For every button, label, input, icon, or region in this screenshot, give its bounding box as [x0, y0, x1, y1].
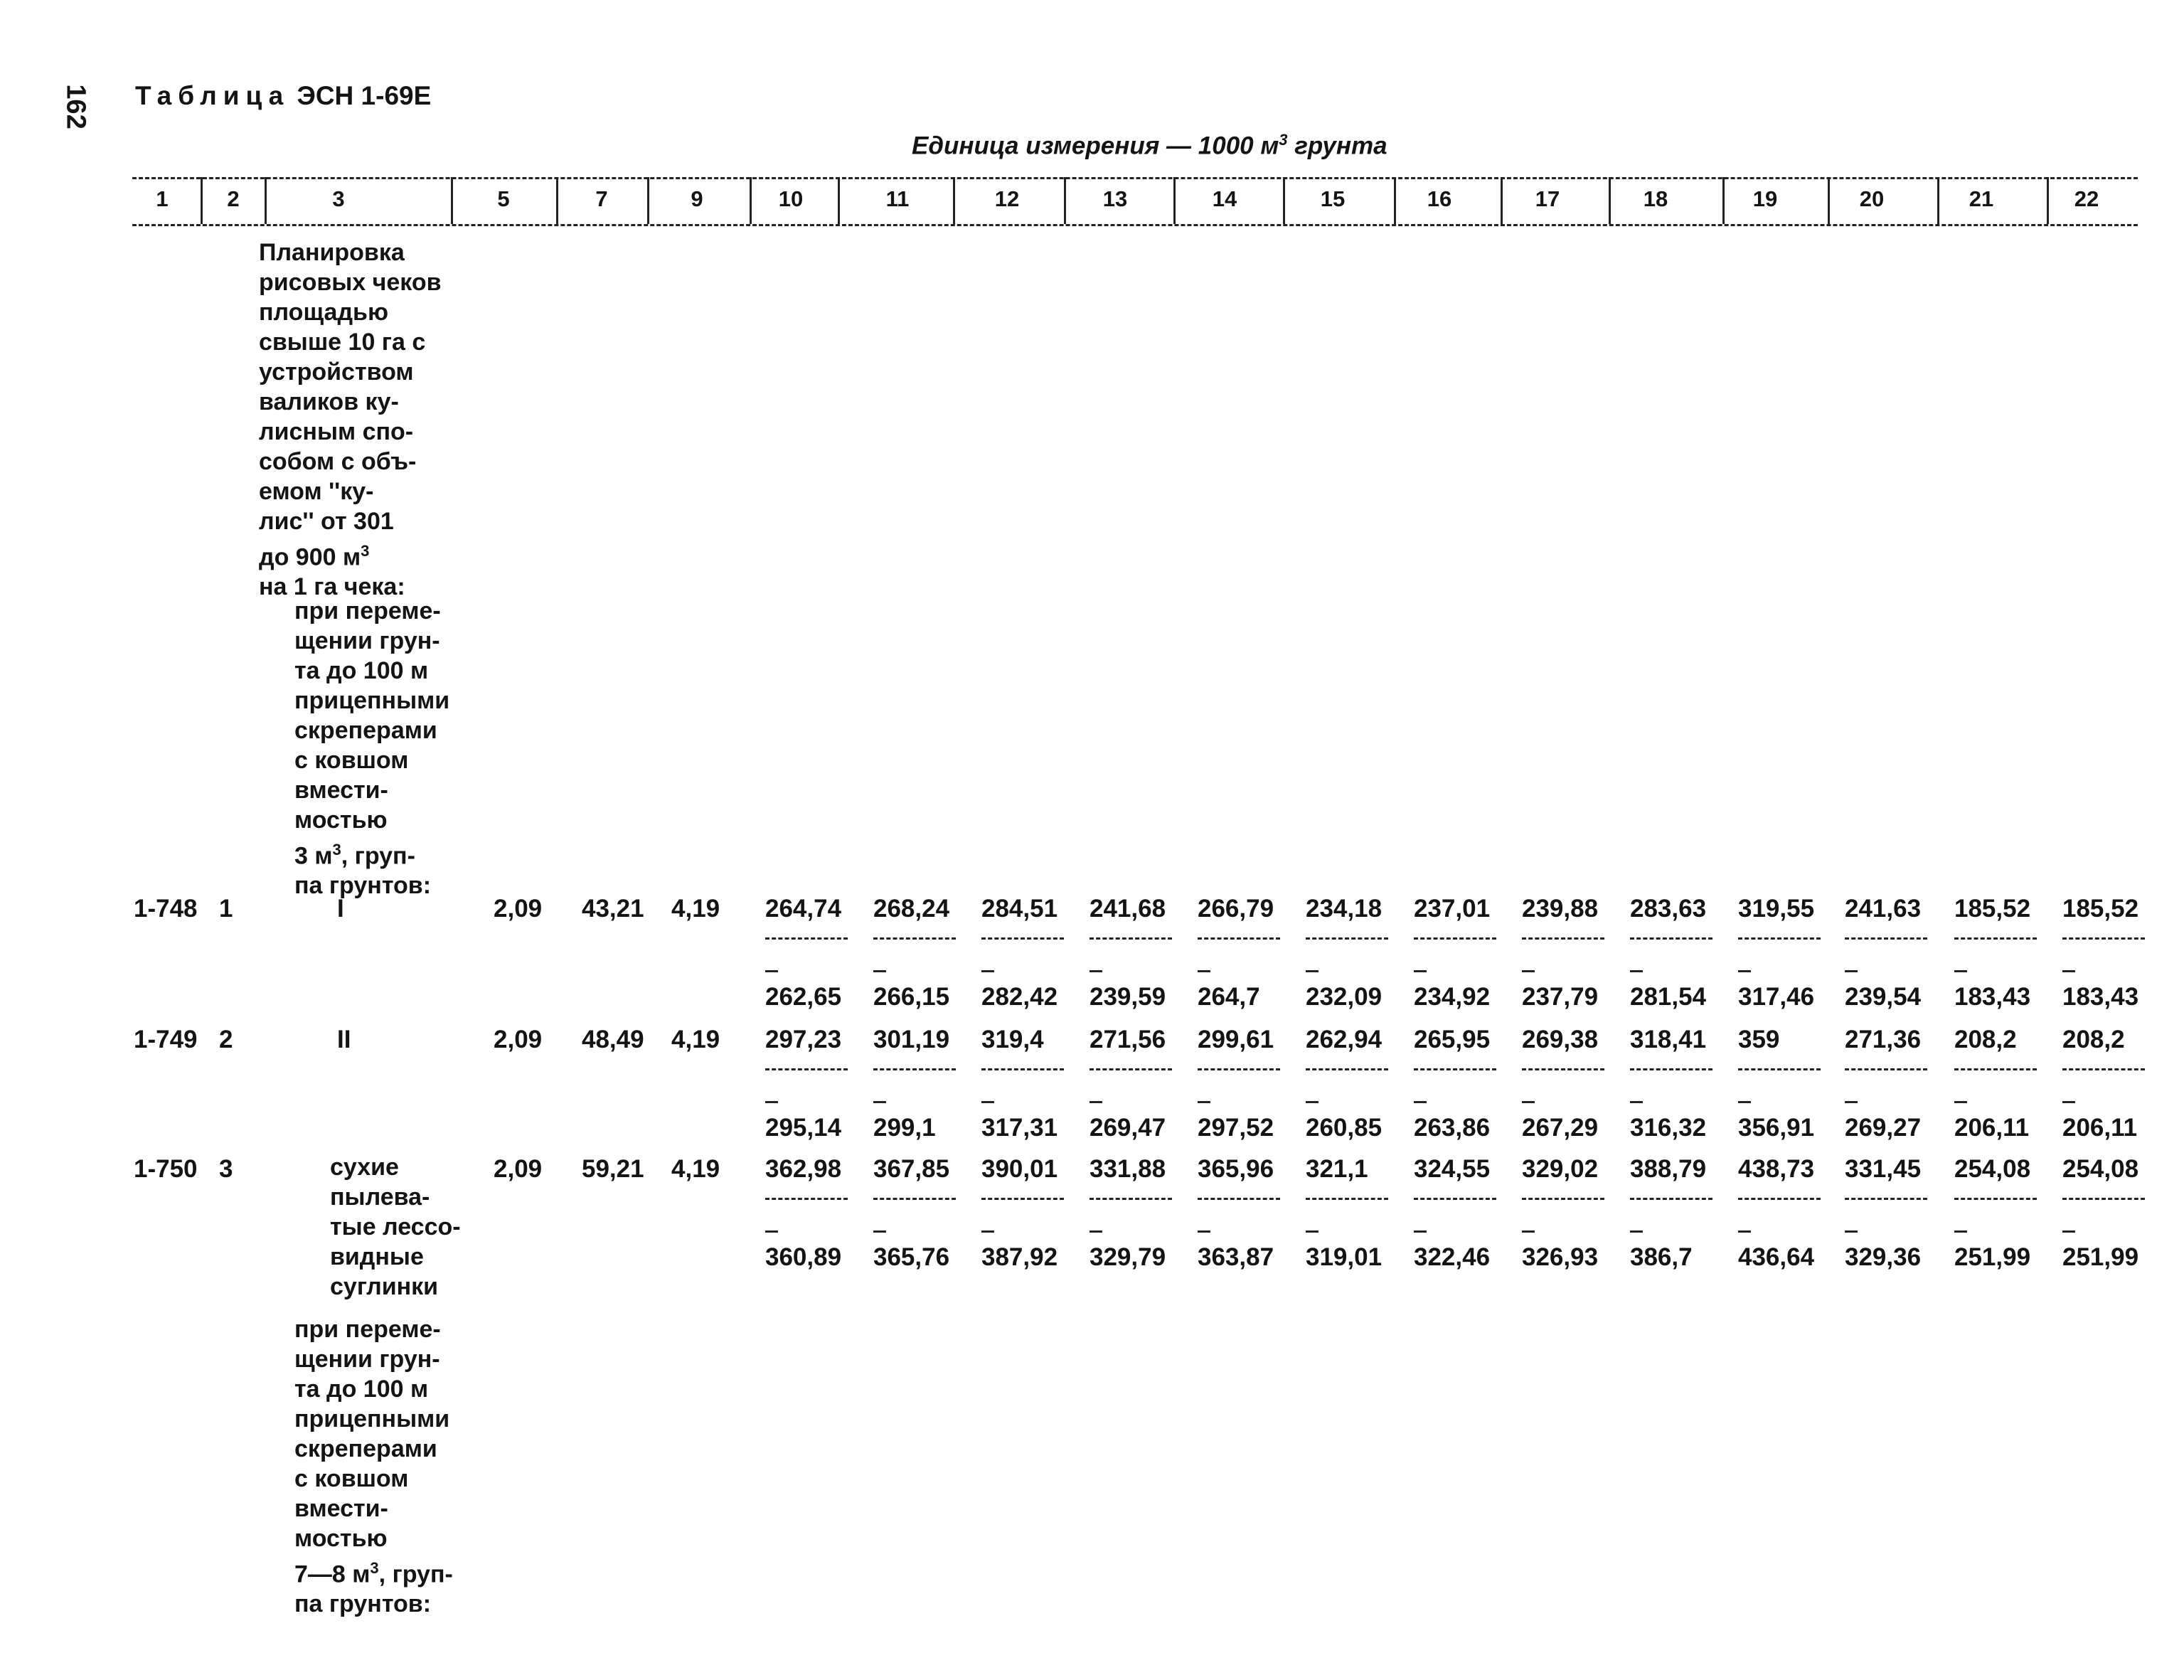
cell-col-7: 43,21 [582, 895, 644, 923]
header-cell: 16 [1427, 186, 1452, 211]
description-line: с ковшом [294, 747, 409, 774]
header-cell: 21 [1969, 186, 1994, 211]
cell-value-top: 208,2 [2062, 1026, 2125, 1053]
cell-value-bottom: 322,46 [1414, 1243, 1491, 1271]
description-m3-suffix: , груп- [378, 1561, 453, 1588]
cell-value-bottom: 234,92 [1414, 983, 1491, 1011]
fraction-dash [981, 1230, 994, 1233]
description-line: валиков ку- [259, 388, 399, 415]
description-m3-prefix: 3 м [294, 842, 333, 870]
soil-group-label-line: пылева- [330, 1184, 430, 1211]
fraction-line [1845, 1198, 1927, 1200]
cell-value-bottom: 264,7 [1198, 983, 1260, 1011]
cell-col-9: 4,19 [671, 895, 720, 923]
fraction-dash [1306, 970, 1319, 972]
cell-value-bottom: 295,14 [765, 1114, 842, 1142]
cell-value-bottom: 281,54 [1630, 983, 1707, 1011]
row-number: 3 [219, 1155, 233, 1183]
cell-value-top: 390,01 [981, 1155, 1058, 1183]
soil-group-label-line: сухие [330, 1154, 399, 1181]
cell-value-bottom: 297,52 [1198, 1114, 1274, 1142]
fraction-dash [1845, 970, 1858, 972]
header-cell: 20 [1859, 186, 1885, 211]
header-cell: 10 [778, 186, 804, 211]
fraction-dash [765, 1230, 778, 1233]
fraction-line [1738, 937, 1821, 940]
fraction-dash [1306, 1101, 1319, 1103]
row-code: 1-749 [134, 1026, 198, 1053]
cell-value-top: 241,63 [1845, 895, 1922, 923]
fraction-line [765, 1198, 848, 1200]
cell-value-top: 331,88 [1090, 1155, 1166, 1183]
soil-group-label-line: суглинки [330, 1273, 439, 1300]
description-line: на 1 га чека: [259, 573, 405, 601]
header-cell: 3 [332, 186, 345, 211]
description-line: вмести- [294, 777, 388, 804]
header-column-separator [1501, 177, 1503, 224]
fraction-dash [1198, 1101, 1210, 1103]
fraction-line [1954, 1068, 2037, 1070]
fraction-dash [1198, 970, 1210, 972]
description-m3-prefix: 7—8 м [294, 1561, 371, 1588]
soil-group-label: I [337, 895, 344, 923]
header-cell: 13 [1102, 186, 1128, 211]
fraction-dash [1090, 1230, 1102, 1233]
cell-value-bottom: 317,31 [981, 1114, 1058, 1142]
description-line: прицепными [294, 687, 450, 714]
fraction-line [1090, 1198, 1172, 1200]
header-column-separator [1722, 177, 1725, 224]
header-cell: 1 [156, 186, 169, 211]
fraction-dash [1738, 970, 1751, 972]
cell-value-bottom: 386,7 [1630, 1243, 1693, 1271]
description-line [259, 536, 442, 572]
cell-value-bottom: 206,11 [2062, 1114, 2138, 1142]
header-column-separator [647, 177, 649, 224]
cell-value-top: 266,79 [1198, 895, 1274, 923]
description-line: вмести- [294, 1495, 388, 1522]
fraction-dash [1090, 1101, 1102, 1103]
cell-value-top: 324,55 [1414, 1155, 1491, 1183]
cell-value-top: 299,61 [1198, 1026, 1274, 1053]
fraction-line [765, 1068, 848, 1070]
fraction-line [2062, 1198, 2145, 1200]
fraction-line [873, 1198, 956, 1200]
fraction-dash [2062, 1101, 2075, 1103]
description-line: собом с объ- [259, 448, 417, 475]
header-column-separator [1173, 177, 1176, 224]
soil-group-label-line: видные [330, 1243, 424, 1270]
description-sub-2 [294, 1314, 453, 1619]
fraction-dash [981, 970, 994, 972]
cell-value-top: 297,23 [765, 1026, 842, 1053]
fraction-line [1738, 1068, 1821, 1070]
cell-value-top: 237,01 [1414, 895, 1491, 923]
fraction-dash [1630, 1230, 1643, 1233]
cell-value-top: 271,56 [1090, 1026, 1166, 1053]
table-title-code: ЭСН 1-69Е [297, 81, 432, 110]
cell-value-bottom: 232,09 [1306, 983, 1383, 1011]
fraction-line [1630, 937, 1712, 940]
fraction-dash [1414, 1101, 1427, 1103]
cell-value-bottom: 263,86 [1414, 1114, 1491, 1142]
header-rule-top [132, 177, 2138, 179]
description-line: Планировка [259, 239, 405, 266]
fraction-dash [1522, 1101, 1535, 1103]
fraction-dash [765, 970, 778, 972]
description-m3-sup: 3 [370, 1559, 379, 1577]
description-line: па грунтов: [294, 872, 432, 900]
header-cell: 14 [1212, 186, 1237, 211]
cell-value-top: 438,73 [1738, 1155, 1815, 1183]
header-cell: 5 [497, 186, 510, 211]
fraction-line [1198, 937, 1280, 940]
cell-value-top: 254,08 [2062, 1155, 2139, 1183]
description-sub-1 [294, 596, 449, 900]
fraction-dash [1954, 970, 1967, 972]
cell-value-top: 185,52 [2062, 895, 2139, 923]
fraction-line [1306, 1198, 1388, 1200]
fraction-line [981, 937, 1064, 940]
row-number: 1 [219, 895, 233, 923]
fraction-dash [1954, 1101, 1967, 1103]
cell-value-bottom: 363,87 [1198, 1243, 1274, 1271]
fraction-line [1198, 1198, 1280, 1200]
fraction-dash [1845, 1101, 1858, 1103]
fraction-dash [1198, 1230, 1210, 1233]
cell-value-top: 321,1 [1306, 1155, 1368, 1183]
description-line: скреперами [294, 1435, 437, 1462]
unit-sup: 3 [1279, 131, 1288, 149]
header-column-separator [953, 177, 955, 224]
description-line: скреперами [294, 717, 437, 744]
cell-value-top: 331,45 [1845, 1155, 1922, 1183]
fraction-line [1198, 1068, 1280, 1070]
description-line [294, 1553, 453, 1589]
cell-value-top: 264,74 [765, 895, 842, 923]
fraction-line [2062, 1068, 2145, 1070]
cell-value-top: 319,4 [981, 1026, 1044, 1053]
header-cell: 17 [1535, 186, 1560, 211]
row-number: 2 [219, 1026, 233, 1053]
unit-prefix: Единица измерения — 1000 м [912, 132, 1279, 160]
fraction-line [873, 937, 956, 940]
soil-group-label [330, 1152, 461, 1302]
cell-value-bottom: 267,29 [1522, 1114, 1599, 1142]
cell-value-bottom: 262,65 [765, 983, 842, 1011]
fraction-line [2062, 937, 2145, 940]
header-rule-bottom [132, 224, 2138, 226]
cell-value-bottom: 329,79 [1090, 1243, 1166, 1271]
header-column-separator [1937, 177, 1939, 224]
fraction-dash [1630, 970, 1643, 972]
fraction-line [1414, 1068, 1496, 1070]
cell-value-top: 284,51 [981, 895, 1058, 923]
fraction-dash [765, 1101, 778, 1103]
cell-value-top: 269,38 [1522, 1026, 1599, 1053]
header-column-separator [1064, 177, 1066, 224]
cell-value-top: 365,96 [1198, 1155, 1274, 1183]
fraction-line [1522, 1068, 1604, 1070]
cell-value-top: 367,85 [873, 1155, 950, 1183]
header-column-separator [1828, 177, 1830, 224]
description-m3-suffix: , груп- [341, 842, 415, 870]
fraction-dash [873, 970, 886, 972]
cell-value-top: 271,36 [1845, 1026, 1922, 1053]
cell-value-bottom: 387,92 [981, 1243, 1058, 1271]
cell-col-9: 4,19 [671, 1026, 720, 1053]
description-line [294, 835, 449, 871]
fraction-dash [1522, 970, 1535, 972]
fraction-line [1306, 937, 1388, 940]
description-m3-prefix: до 900 м [259, 543, 361, 571]
header-cell: 7 [595, 186, 608, 211]
description-line: лисным спо- [259, 418, 414, 445]
header-cell: 12 [994, 186, 1020, 211]
cell-value-top: 241,68 [1090, 895, 1166, 923]
cell-value-bottom: 266,15 [873, 983, 950, 1011]
header-column-separator [1394, 177, 1396, 224]
row-code: 1-748 [134, 895, 198, 923]
unit-suffix: грунта [1287, 132, 1387, 160]
fraction-line [765, 937, 848, 940]
description-line: щении грун- [294, 1346, 440, 1373]
cell-value-bottom: 360,89 [765, 1243, 842, 1271]
page-number: 162 [60, 84, 91, 129]
header-cell: 18 [1643, 186, 1668, 211]
cell-value-bottom: 299,1 [873, 1114, 936, 1142]
fraction-dash [873, 1101, 886, 1103]
fraction-dash [1738, 1230, 1751, 1233]
cell-value-bottom: 251,99 [1954, 1243, 2031, 1271]
description-m3-sup: 3 [332, 841, 341, 858]
fraction-line [1414, 1198, 1496, 1200]
fraction-line [1845, 937, 1927, 940]
table-title-word: Таблица [135, 81, 290, 110]
description-line: площадью [259, 299, 388, 326]
description-line: при переме- [294, 1316, 441, 1343]
cell-value-bottom: 317,46 [1738, 983, 1815, 1011]
fraction-dash [1738, 1101, 1751, 1103]
fraction-line [1522, 1198, 1604, 1200]
fraction-line [1738, 1198, 1821, 1200]
fraction-line [873, 1068, 956, 1070]
description-line: свыше 10 га с [259, 329, 426, 356]
description-line: та до 100 м [294, 1376, 429, 1403]
header-cell: 19 [1752, 186, 1778, 211]
fraction-dash [1414, 1230, 1427, 1233]
header-column-separator [2047, 177, 2049, 224]
cell-value-bottom: 329,36 [1845, 1243, 1922, 1271]
fraction-dash [1630, 1101, 1643, 1103]
cell-value-bottom: 251,99 [2062, 1243, 2139, 1271]
description-line: лис'' от 301 [259, 508, 394, 535]
cell-value-top: 265,95 [1414, 1026, 1491, 1053]
fraction-line [1090, 1068, 1172, 1070]
fraction-line [1630, 1198, 1712, 1200]
header-column-separator [265, 177, 267, 224]
description-line: прицепными [294, 1405, 450, 1432]
soil-group-label-line: тые лессо- [330, 1213, 461, 1240]
cell-value-top: 359 [1738, 1026, 1780, 1053]
cell-value-top: 208,2 [1954, 1026, 2017, 1053]
fraction-line [1522, 937, 1604, 940]
cell-value-bottom: 260,85 [1306, 1114, 1383, 1142]
cell-value-bottom: 239,59 [1090, 983, 1166, 1011]
cell-value-top: 185,52 [1954, 895, 2031, 923]
fraction-dash [1414, 970, 1427, 972]
cell-value-bottom: 183,43 [2062, 983, 2139, 1011]
cell-value-top: 254,08 [1954, 1155, 2031, 1183]
header-cell: 9 [691, 186, 703, 211]
fraction-dash [1522, 1230, 1535, 1233]
fraction-dash [2062, 970, 2075, 972]
cell-value-bottom: 237,79 [1522, 983, 1599, 1011]
cell-col-7: 48,49 [582, 1026, 644, 1053]
cell-value-bottom: 206,11 [1954, 1114, 2030, 1142]
fraction-line [981, 1198, 1064, 1200]
soil-group-label: II [337, 1026, 351, 1053]
fraction-dash [1306, 1230, 1319, 1233]
cell-value-bottom: 365,76 [873, 1243, 950, 1271]
cell-col-7: 59,21 [582, 1155, 644, 1183]
description-line: устройством [259, 358, 414, 386]
cell-value-top: 329,02 [1522, 1155, 1599, 1183]
cell-value-bottom: 326,93 [1522, 1243, 1599, 1271]
cell-value-top: 283,63 [1630, 895, 1707, 923]
cell-value-bottom: 316,32 [1630, 1114, 1707, 1142]
description-line: па грунтов: [294, 1590, 432, 1618]
cell-col-5: 2,09 [494, 895, 543, 923]
cell-value-top: 268,24 [873, 895, 950, 923]
description-main [259, 238, 442, 602]
header-cell: 2 [227, 186, 240, 211]
cell-value-bottom: 269,47 [1090, 1114, 1166, 1142]
cell-value-top: 301,19 [873, 1026, 950, 1053]
cell-value-top: 234,18 [1306, 895, 1383, 923]
description-line: при переме- [294, 597, 441, 624]
unit-caption [912, 131, 1387, 161]
header-column-separator [451, 177, 453, 224]
header-column-separator [556, 177, 558, 224]
fraction-line [1954, 1198, 2037, 1200]
cell-value-bottom: 356,91 [1738, 1114, 1815, 1142]
header-column-separator [201, 177, 203, 224]
cell-value-bottom: 183,43 [1954, 983, 2031, 1011]
cell-value-bottom: 269,27 [1845, 1114, 1922, 1142]
cell-value-top: 262,94 [1306, 1026, 1383, 1053]
cell-value-top: 239,88 [1522, 895, 1599, 923]
fraction-dash [1845, 1230, 1858, 1233]
fraction-dash [981, 1101, 994, 1103]
description-line: с ковшом [294, 1465, 409, 1492]
cell-value-top: 388,79 [1630, 1155, 1707, 1183]
cell-col-5: 2,09 [494, 1026, 543, 1053]
fraction-dash [2062, 1230, 2075, 1233]
cell-col-9: 4,19 [671, 1155, 720, 1183]
fraction-line [1090, 937, 1172, 940]
cell-value-top: 318,41 [1630, 1026, 1707, 1053]
description-line: мостью [294, 807, 388, 834]
cell-value-top: 362,98 [765, 1155, 842, 1183]
description-line: щении грун- [294, 627, 440, 654]
header-column-separator [1609, 177, 1611, 224]
cell-value-bottom: 282,42 [981, 983, 1058, 1011]
fraction-dash [1090, 970, 1102, 972]
description-line: мостью [294, 1525, 388, 1552]
fraction-line [1414, 937, 1496, 940]
description-m3-sup: 3 [361, 542, 370, 560]
cell-col-5: 2,09 [494, 1155, 543, 1183]
fraction-line [981, 1068, 1064, 1070]
table-title [135, 81, 431, 111]
header-cell: 22 [2074, 186, 2099, 211]
fraction-dash [873, 1230, 886, 1233]
row-code: 1-750 [134, 1155, 198, 1183]
fraction-line [1954, 937, 2037, 940]
header-column-separator [750, 177, 752, 224]
cell-value-bottom: 319,01 [1306, 1243, 1383, 1271]
header-cell: 11 [885, 186, 910, 211]
cell-value-bottom: 436,64 [1738, 1243, 1815, 1271]
fraction-dash [1954, 1230, 1967, 1233]
header-column-separator [1283, 177, 1285, 224]
cell-value-bottom: 239,54 [1845, 983, 1922, 1011]
fraction-line [1630, 1068, 1712, 1070]
description-line: емом ''ку- [259, 478, 374, 505]
description-line: та до 100 м [294, 657, 429, 684]
header-column-separator [838, 177, 840, 224]
fraction-line [1306, 1068, 1388, 1070]
fraction-line [1845, 1068, 1927, 1070]
description-line: рисовых чеков [259, 269, 442, 296]
cell-value-top: 319,55 [1738, 895, 1815, 923]
header-cell: 15 [1320, 186, 1346, 211]
